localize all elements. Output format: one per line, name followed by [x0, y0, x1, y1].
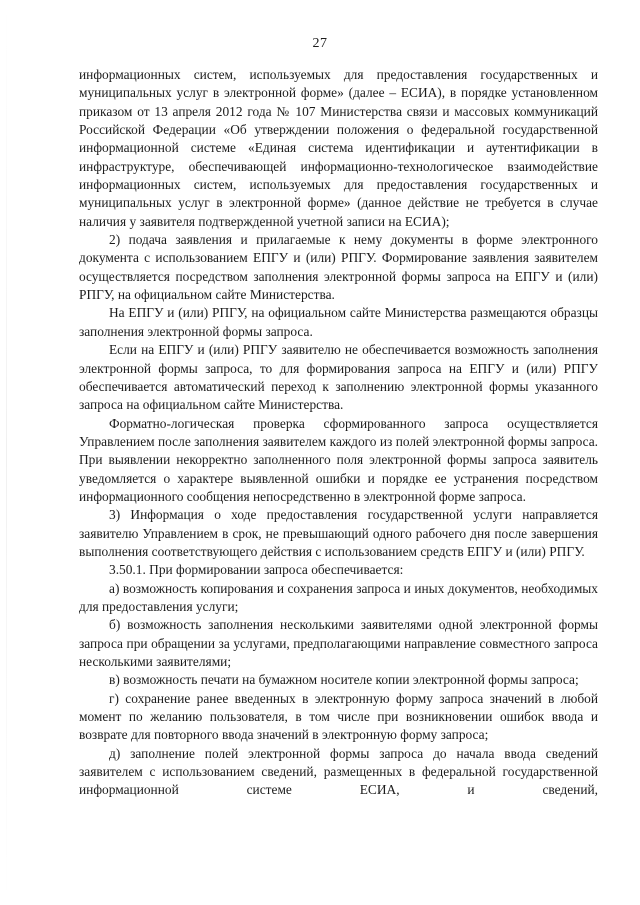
paragraph-3-50-1: 3.50.1. При формировании запроса обеспечивается: — [109, 562, 404, 578]
scan-edge — [6, 0, 7, 905]
page-number: 27 — [312, 36, 328, 51]
paragraph-item-b: б) возможность заполнения несколькими заявителями одной электронной формы запроса при обращении за услугами, предполагающими направление совместного запроса несколькими заявителями; — [79, 617, 598, 669]
paragraph-item-d: д) заполнение полей электронной формы запроса до начала ввода сведений заявителем с использованием сведений, размещенных в федеральной государственной информационной системе ЕСИА, и сведений, — [79, 745, 598, 798]
paragraph-item-g: г) сохранение ранее введенных в электронную форму запроса значений в любой момент по желанию пользователя, в том числе при возникновении ошибок ввода и возврате для повторного ввода значений в электронную форму запроса; — [79, 690, 598, 743]
paragraph-item-v: в) возможность печати на бумажном носителе копии электронной формы запроса; — [109, 672, 579, 688]
paragraph-esia-continuation: информационных систем, используемых для предоставления государственных и муниципальных услуг в электронной форме» (далее – ЕСИА), в порядке установленном приказом от 13 апреля 2012 года № 107 Министерства связи и массовых коммуникаций Российской Федерации «Об утверждении положения о федеральной государственной информационной системе «Единая система идентификации и аутентификации в инфраструктуре, обеспечивающей информационно-технологическое взаимодействие информационных систем, используемых для предоставления государственных и муниципальных услуг в электронной форме» (данное действие не требуется в случае наличия у заявителя подтвержденной учетной записи на ЕСИА); — [79, 67, 598, 229]
paragraph-item-2: 2) подача заявления и прилагаемые к нему документы в форме электронного документа с использованием ЕПГУ и (или) РПГУ. Формирование заявления заявителем осуществляется посредством заполнения электронной формы запроса на ЕПГУ и (или) РПГУ, на официальном сайте Министерства. — [79, 232, 598, 303]
paragraph-item-a: а) возможность копирования и сохранения запроса и иных документов, необходимых для предоставления услуги; — [79, 580, 598, 614]
paragraph-format-check: Форматно-логическая проверка сформированного запроса осуществляется Управлением после заполнения заявителем каждого из полей электронной формы запроса. При выявлении некорректно заполненного поля электронной формы запроса заявитель уведомляется о характере выявленной ошибки и порядке ее устранения посредством информационного сообщения непосредственно в электронной форме запроса. — [79, 415, 598, 504]
paragraph-auto-redirect: Если на ЕПГУ и (или) РПГУ заявителю не обеспечивается возможность заполнения электронной формы запроса, то для формирования запроса на ЕПГУ и (или) РПГУ обеспечивается автоматический переход к заполнению электронной формы указанного запроса на официальном сайте Министерства. — [79, 342, 598, 413]
paragraph-samples: На ЕПГУ и (или) РПГУ, на официальном сайте Министерства размещаются образцы заполнения электронной формы запроса. — [79, 305, 598, 339]
document-body — [79, 66, 598, 800]
paragraph-item-3: 3) Информация о ходе предоставления государственной услуги направляется заявителю Управлением в срок, не превышающий одного рабочего дня после завершения выполнения соответствующего действия с использованием средств ЕПГУ и (или) РПГУ. — [79, 507, 598, 559]
